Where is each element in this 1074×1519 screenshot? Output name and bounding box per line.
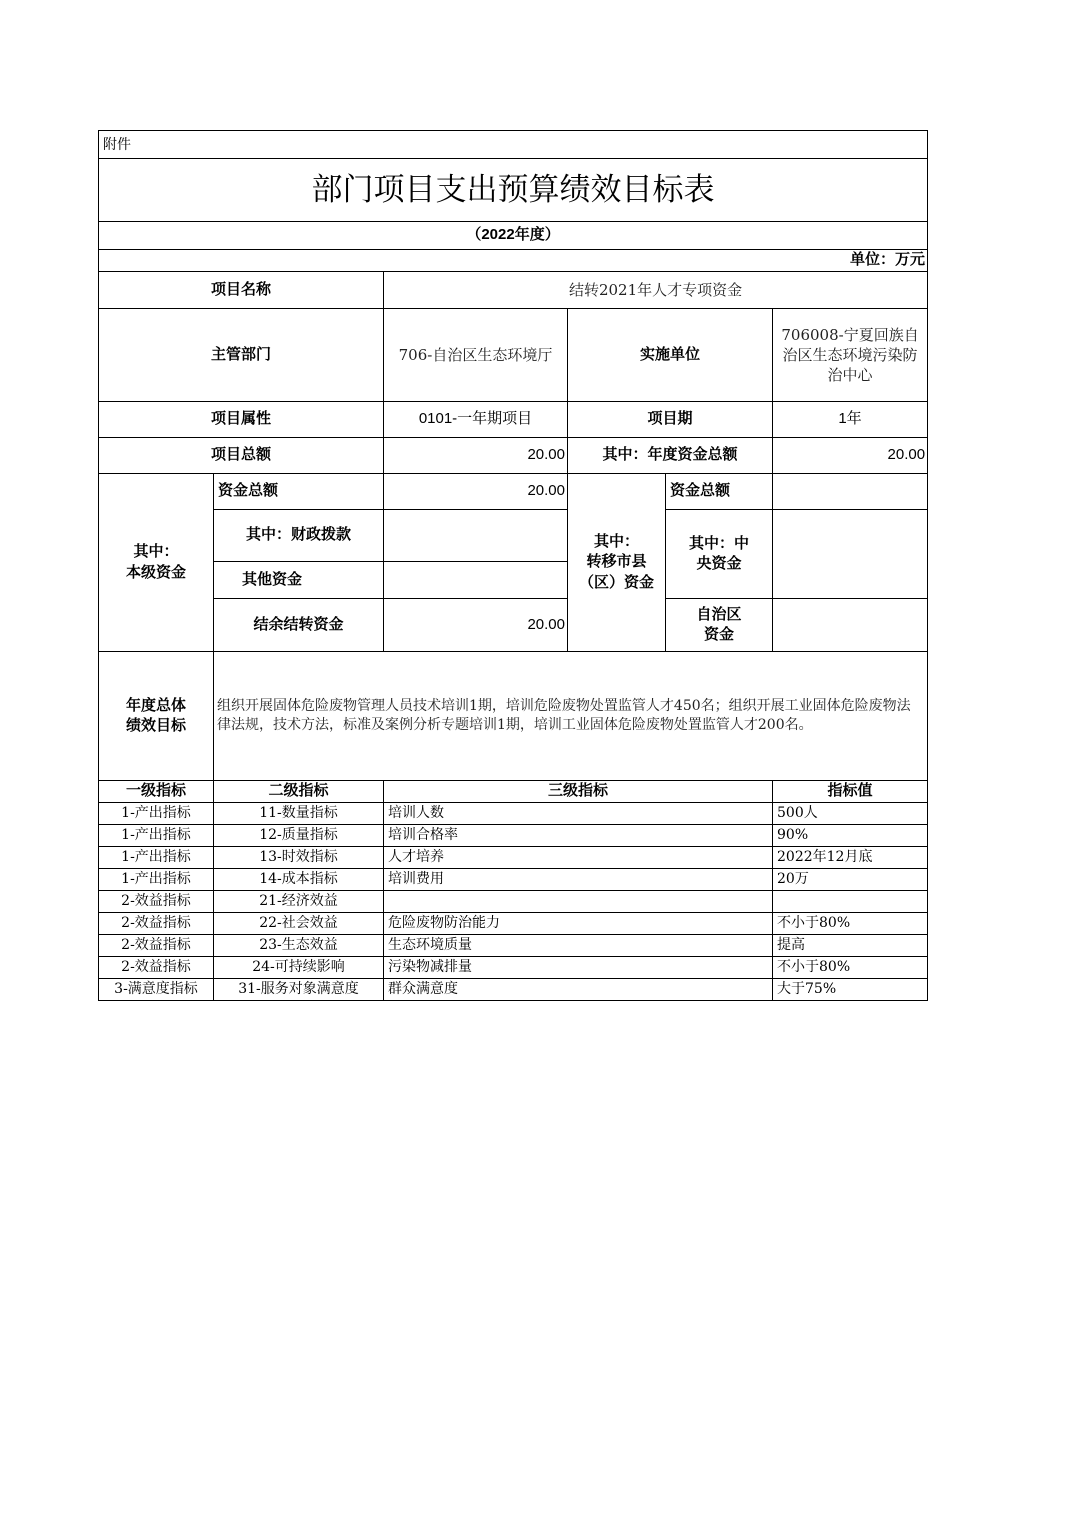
project-attr-label: 项目属性 [99,402,384,438]
level2-cell: 14-成本指标 [214,869,384,891]
fund-total-value: 20.00 [384,474,568,510]
project-total-value: 20.00 [384,438,568,474]
header-value: 指标值 [773,781,928,803]
table-row [99,825,928,847]
performance-table [98,130,928,1001]
indicator-header-row [99,781,928,803]
annual-total-value: 20.00 [773,438,928,474]
level3-cell: 污染物减排量 [384,957,773,979]
value-cell [773,891,928,913]
carry-funds-value: 20.00 [384,599,568,652]
transfer-funds-label: 其中： 转移市县 （区）资金 [568,474,666,652]
impl-unit-value: 706008-宁夏回族自治区生态环境污染防治中心 [773,309,928,402]
unit-label: 单位：万元 [99,250,928,272]
project-period-value: 1年 [773,402,928,438]
table-row [99,803,928,825]
level1-cell: 1-产出指标 [99,869,214,891]
attachment-label: 附件 [99,131,928,159]
header-level1: 一级指标 [99,781,214,803]
project-attr-value: 0101-一年期项目 [384,402,568,438]
table-row [99,891,928,913]
level3-cell: 生态环境质量 [384,935,773,957]
level2-cell: 21-经济效益 [214,891,384,913]
region-funds-label: 自治区 资金 [666,599,773,652]
dept-value: 706-自治区生态环境厅 [384,309,568,402]
page-title: 部门项目支出预算绩效目标表 [99,159,928,222]
project-total-label: 项目总额 [99,438,384,474]
project-name-label: 项目名称 [99,272,384,309]
dept-label: 主管部门 [99,309,384,402]
annual-total-label: 其中：年度资金总额 [568,438,773,474]
carry-funds-label: 结余结转资金 [214,599,384,652]
value-cell: 不小于80% [773,957,928,979]
table-row [99,979,928,1001]
impl-unit-label: 实施单位 [568,309,773,402]
level2-cell: 11-数量指标 [214,803,384,825]
level3-cell: 培训人数 [384,803,773,825]
central-funds-label: 其中：中 央资金 [666,510,773,599]
local-funds-label: 其中： 本级资金 [99,474,214,652]
table-row [99,869,928,891]
level2-cell: 24-可持续影响 [214,957,384,979]
level2-cell: 12-质量指标 [214,825,384,847]
table-row [99,935,928,957]
fiscal-value [384,510,568,562]
level1-cell: 1-产出指标 [99,825,214,847]
level1-cell: 2-效益指标 [99,891,214,913]
header-level2: 二级指标 [214,781,384,803]
level3-cell: 群众满意度 [384,979,773,1001]
level3-cell: 培训合格率 [384,825,773,847]
central-funds-value [773,510,928,599]
value-cell: 大于75% [773,979,928,1001]
table-row [99,957,928,979]
level3-cell: 危险废物防治能力 [384,913,773,935]
level1-cell: 1-产出指标 [99,847,214,869]
year-label: （2022年度） [99,222,928,250]
value-cell: 500人 [773,803,928,825]
indicator-rows [99,803,928,1001]
value-cell: 提高 [773,935,928,957]
fund-total-label: 资金总额 [214,474,384,510]
value-cell: 90% [773,825,928,847]
level1-cell: 2-效益指标 [99,935,214,957]
table-row [99,913,928,935]
level3-cell: 人才培养 [384,847,773,869]
level3-cell [384,891,773,913]
fiscal-label: 其中：财政拨款 [214,510,384,562]
project-period-label: 项目期 [568,402,773,438]
level1-cell: 2-效益指标 [99,957,214,979]
level1-cell: 1-产出指标 [99,803,214,825]
project-name-value: 结转2021年人才专项资金 [384,272,928,309]
level2-cell: 22-社会效益 [214,913,384,935]
level3-cell: 培训费用 [384,869,773,891]
value-cell: 2022年12月底 [773,847,928,869]
level2-cell: 23-生态效益 [214,935,384,957]
level1-cell: 3-满意度指标 [99,979,214,1001]
transfer-total-label: 资金总额 [666,474,773,510]
value-cell: 不小于80% [773,913,928,935]
other-funds-label: 其他资金 [214,562,384,599]
level2-cell: 13-时效指标 [214,847,384,869]
table-row [99,847,928,869]
other-funds-value [384,562,568,599]
header-level3: 三级指标 [384,781,773,803]
budget-sheet [98,130,927,1001]
region-funds-value [773,599,928,652]
level1-cell: 2-效益指标 [99,913,214,935]
transfer-total-value [773,474,928,510]
level2-cell: 31-服务对象满意度 [214,979,384,1001]
value-cell: 20万 [773,869,928,891]
annual-goal-label: 年度总体 绩效目标 [99,652,214,781]
annual-goal-text: 组织开展固体危险废物管理人员技术培训1期，培训危险废物处置监管人才450名；组织开展工业固体危险废物法律法规，技术方法，标准及案例分析专题培训1期，培训工业固体危险废物处置监管人才200名。 [214,652,928,781]
